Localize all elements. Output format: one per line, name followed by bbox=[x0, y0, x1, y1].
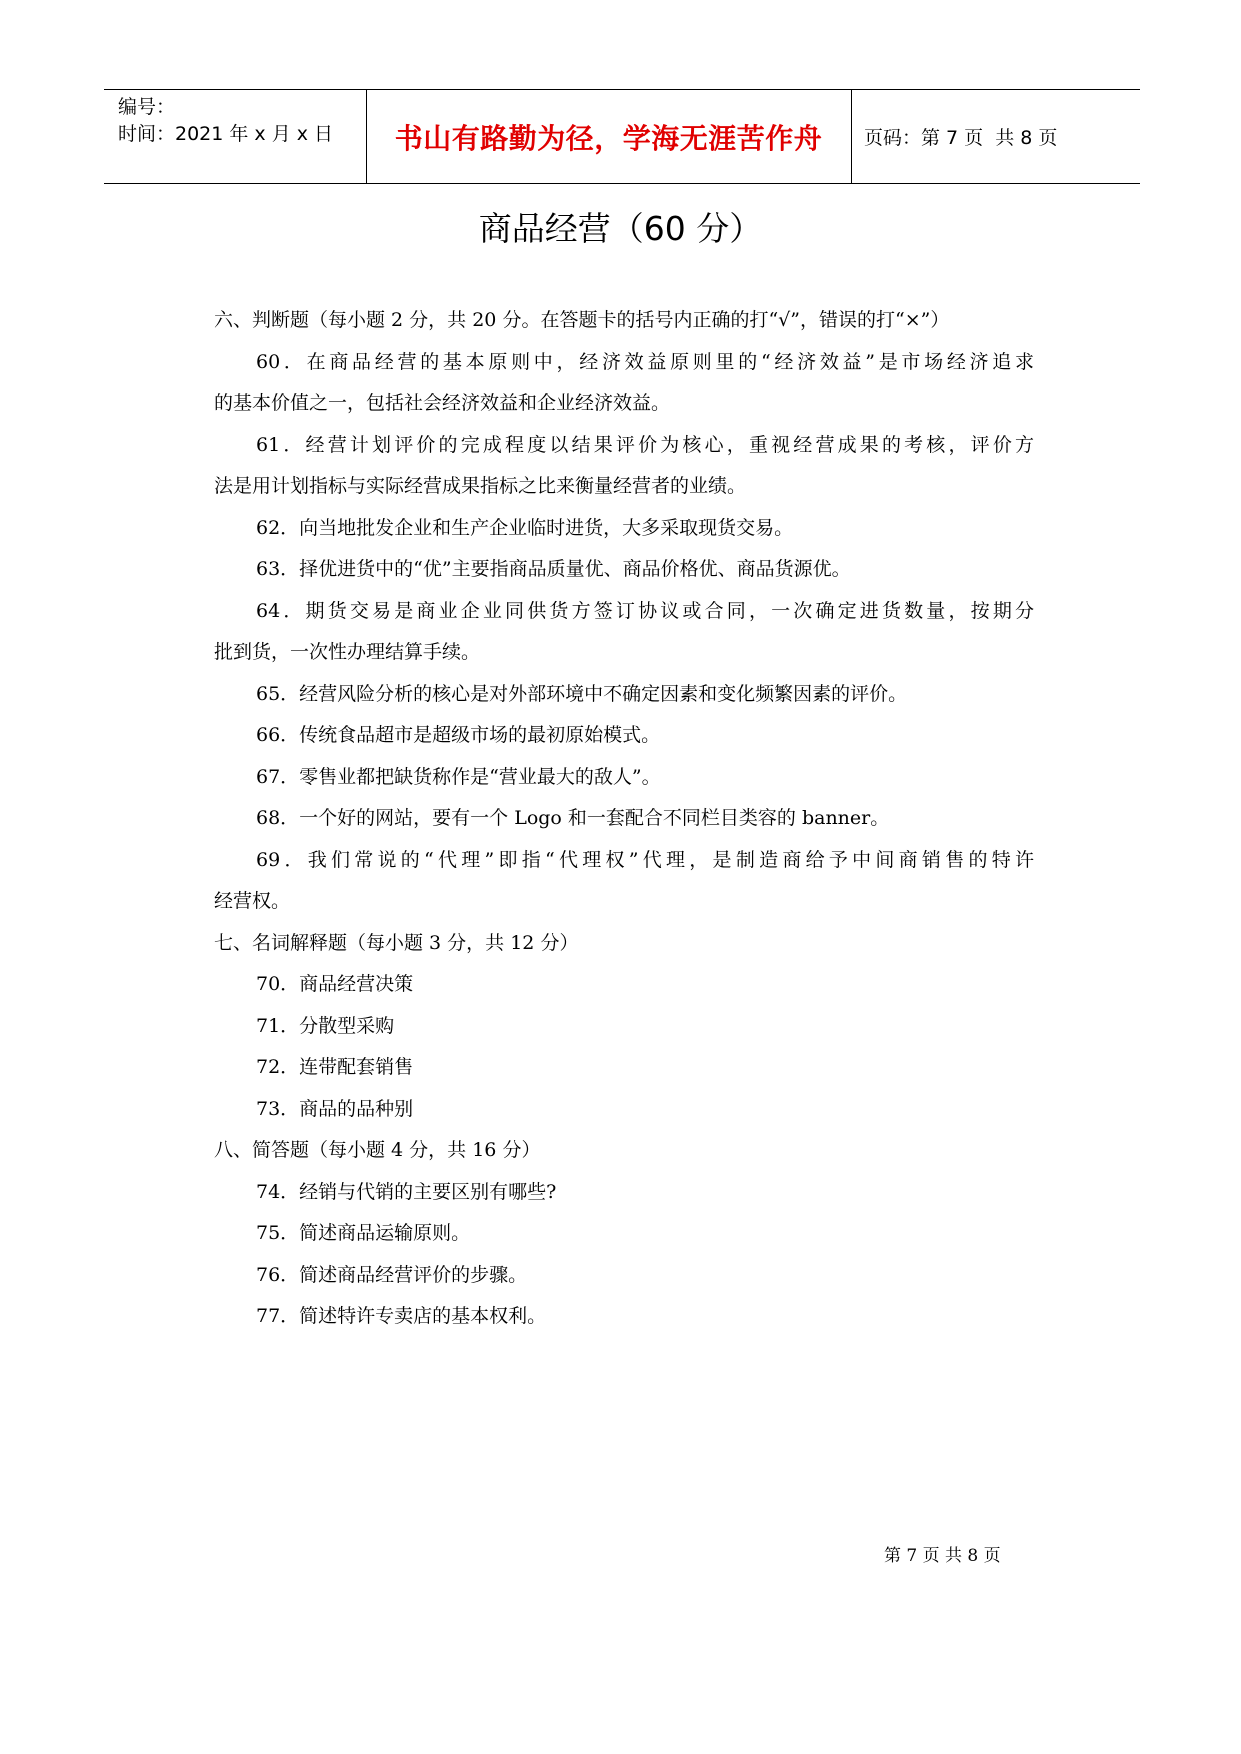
header-table bbox=[104, 89, 1140, 184]
question-line: 批到货，一次性办理结算手续。 bbox=[214, 641, 481, 663]
page-label-text: 页码：第 7 页 共 8 页 bbox=[864, 127, 1058, 149]
section-heading bbox=[214, 1130, 1034, 1172]
question-line: 61．经营计划评价的完成程度以结果评价为核心，重视经营成果的考核，评价方 bbox=[256, 433, 1034, 456]
section-title: 七、名词解释题 bbox=[214, 931, 348, 954]
question-line: 75．简述商品运输原则。 bbox=[256, 1222, 471, 1244]
date-label: 时间：2021 年 x 月 x 日 bbox=[118, 123, 334, 145]
question-line: 68．一个好的网站，要有一个 Logo 和一套配合不同栏目类容的 banner。 bbox=[256, 807, 890, 829]
question-line: 72．连带配套销售 bbox=[256, 1056, 414, 1078]
motto: 书山有路勤为径，学海无涯苦作舟 bbox=[394, 121, 823, 155]
section-note: （每小题 2 分，共 20 分。在答题卡的括号内正确的打“√”，错误的打“×”） bbox=[309, 309, 950, 331]
header-meta bbox=[118, 94, 333, 148]
question-line: 62．向当地批发企业和生产企业临时进货，大多采取现货交易。 bbox=[256, 516, 794, 539]
header-divider bbox=[851, 90, 852, 183]
question-line: 69．我们常说的“代理”即指“代理权”代理，是制造商给予中间商销售的特许 bbox=[256, 848, 1034, 871]
question-line: 74．经销与代销的主要区别有哪些? bbox=[256, 1180, 557, 1203]
question-line: 67．零售业都把缺货称作是“营业最大的敌人”。 bbox=[256, 765, 661, 788]
section-note: （每小题 4 分，共 16 分） bbox=[309, 1139, 541, 1161]
question-line: 经营权。 bbox=[214, 890, 291, 912]
number-label: 编号： bbox=[118, 96, 176, 118]
question-line: 63．择优进货中的“优”主要指商品质量优、商品价格优、商品货源优。 bbox=[256, 558, 851, 580]
question-line: 法是用计划指标与实际经营成果指标之比来衡量经营者的业绩。 bbox=[214, 475, 747, 497]
page-label bbox=[864, 90, 1057, 183]
question-line: 60．在商品经营的基本原则中，经济效益原则里的“经济效益”是市场经济追求 bbox=[256, 350, 1034, 373]
question-line: 70．商品经营决策 bbox=[256, 973, 414, 995]
question-line: 的基本价值之一，包括社会经济效益和企业经济效益。 bbox=[214, 392, 671, 414]
question-line: 64．期货交易是商业企业同供货方签订协议或合同，一次确定进货数量，按期分 bbox=[256, 599, 1034, 622]
question-line: 65．经营风险分析的核心是对外部环境中不确定因素和变化频繁因素的评价。 bbox=[256, 682, 908, 705]
document-body bbox=[214, 300, 1034, 1338]
section-title: 八、简答题 bbox=[214, 1139, 310, 1161]
question-line: 71．分散型采购 bbox=[256, 1014, 395, 1037]
question-line: 76．简述商品经营评价的步骤。 bbox=[256, 1263, 528, 1286]
section-heading bbox=[214, 923, 1034, 965]
question-line: 73．商品的品种别 bbox=[256, 1097, 414, 1120]
question-line: 66．传统食品超市是超级市场的最初原始模式。 bbox=[256, 724, 661, 746]
question-line: 77．简述特许专卖店的基本权利。 bbox=[256, 1305, 547, 1327]
section-heading bbox=[214, 300, 1034, 342]
page-title: 商品经营（60 分） bbox=[478, 209, 763, 248]
page-footer: 第 7 页 共 8 页 bbox=[884, 1546, 1001, 1566]
section-note: （每小题 3 分，共 12 分） bbox=[347, 931, 579, 954]
section-title: 六、判断题 bbox=[214, 309, 310, 331]
